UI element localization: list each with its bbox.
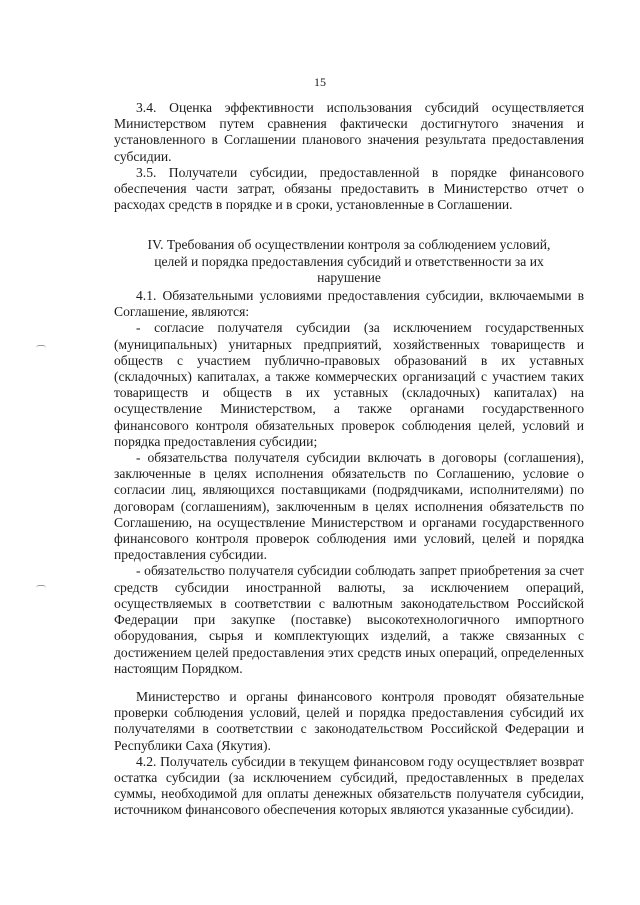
document-body [114, 100, 584, 819]
section-heading: IV. Требования об осуществлении контроля за соблюдением условий, целей и порядка предоставления субсидий и ответственности за их нарушение [147, 237, 551, 285]
paragraph-4-2: 4.2. Получатель субсидии в текущем финансовом году осуществляет возврат остатка субсидии (за исключением субсидий, предоставленных в пределах суммы, необходимой для оплаты денежных обязательств получателя субсидии, источником финансового обеспечения которых являются указанные субсидии). [114, 753, 584, 818]
paragraph-3-4: 3.4. Оценка эффективности использования субсидий осуществляется Министерством путем сравнения фактически достигнутого значения и установленного в Соглашении планового значения результата предоставления субсидии. [114, 100, 584, 164]
paragraph-inspections: Министерство и органы финансового контроля проводят обязательные проверки соблюдения условий, целей и порядка предоставления субсидий их получателями в соответствии с законодательством Российской Федерации и Республики Саха (Якутия). [114, 688, 584, 753]
paragraph-4-1: 4.1. Обязательными условиями предоставления субсидии, включаемыми в Соглашение, являются: [114, 288, 584, 320]
list-item-contracts: - обязательства получателя субсидии включать в договоры (соглашения), заключенные в целях исполнения обязательств по Соглашению, условие о согласии лиц, являющихся поставщиками (подрядчиками, исполнителями) по договорам (соглашениям), заключенным в целях исполнения обязательств по Соглашению, на осуществление Министерством и органами государственного финансового контроля проверок соблюдения ими условий, целей и порядка предоставления субсидии. [114, 450, 584, 563]
paragraph-3-5: 3.5. Получатели субсидии, предоставленной в порядке финансового обеспечения части затрат, обязаны предоставить в Министерство отчет о расходах средств в порядке и в сроки, установленные в Соглашении. [114, 164, 584, 213]
list-item-consent: - согласие получателя субсидии (за исключением государственных (муниципальных) унитарных предприятий, хозяйственных товариществ и обществ с участием публично-правовых образований в их уставных (складочных) капиталах, а также коммерческих организаций с участием таких товариществ и обществ в их уставных (складочных) капиталах) на осуществление Министерством, а также органами государственного финансового контроля обязательных проверок соблюдения целей, условий и порядка предоставления субсидии; [114, 320, 584, 449]
page-number: 15 [314, 75, 326, 89]
margin-mark [36, 345, 46, 348]
margin-mark [36, 585, 46, 588]
list-item-currency: - обязательство получателя субсидии соблюдать запрет приобретения за счет средств субсидии иностранной валюты, за исключением операций, осуществляемых в соответствии с валютным законодательством Российской Федерации при закупке (поставке) высокотехнологичного импортного оборудования, сырья и комплектующих изделий, а также связанных с достижением целей предоставления этих средств иных операций, определенных настоящим Порядком. [114, 563, 584, 676]
